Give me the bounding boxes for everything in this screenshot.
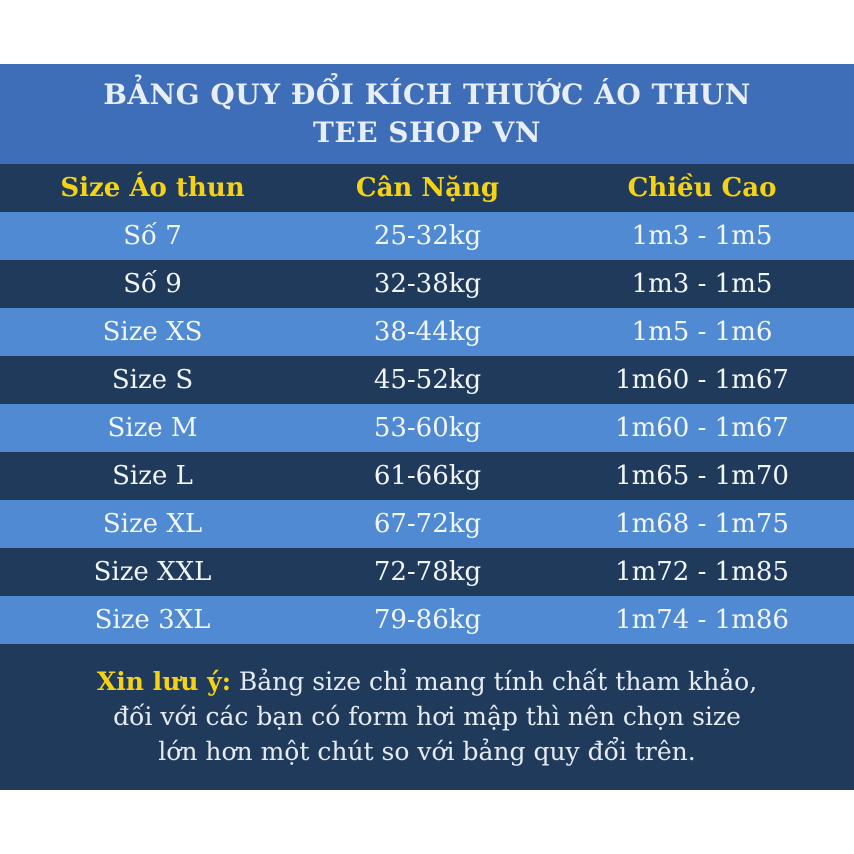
size-cell: Size XS (102, 317, 203, 347)
header-size: Size Áo thun (60, 173, 245, 203)
height-cell: 1m65 - 1m70 (615, 461, 789, 491)
shop-name: TEE SHOP VN (313, 116, 541, 149)
note-line-2: đối với các bạn có form hơi mập thì nên chọn size (113, 702, 741, 731)
size-cell: Số 7 (123, 221, 182, 251)
table-row (0, 308, 854, 356)
height-cell: 1m5 - 1m6 (631, 317, 773, 347)
table-row (0, 404, 854, 452)
note-line-3: lớn hơn một chút so với bảng quy đổi trên. (158, 737, 696, 766)
header-height: Chiều Cao (627, 173, 777, 203)
table-row (0, 596, 854, 644)
table-row (0, 452, 854, 500)
size-cell: Size XXL (93, 557, 212, 587)
height-cell: 1m72 - 1m85 (615, 557, 789, 587)
weight-cell: 72-78kg (373, 557, 482, 587)
weight-cell: 25-32kg (373, 221, 482, 251)
height-cell: 1m74 - 1m86 (615, 605, 789, 635)
height-cell: 1m60 - 1m67 (615, 413, 789, 443)
weight-cell: 45-52kg (373, 365, 482, 395)
size-cell: Size S (111, 365, 194, 395)
weight-cell: 53-60kg (373, 413, 482, 443)
height-cell: 1m3 - 1m5 (631, 221, 773, 251)
table-row (0, 500, 854, 548)
title-block (0, 64, 854, 164)
size-cell: Size M (107, 413, 198, 443)
header-weight: Cân Nặng (355, 173, 500, 203)
table-row (0, 356, 854, 404)
note-label: Xin lưu ý: (96, 667, 231, 696)
weight-cell: 32-38kg (373, 269, 482, 299)
weight-cell: 38-44kg (373, 317, 482, 347)
weight-cell: 79-86kg (373, 605, 482, 635)
height-cell: 1m3 - 1m5 (631, 269, 773, 299)
table-header (0, 164, 854, 212)
note-text-1: Bảng size chỉ mang tính chất tham khảo, (230, 667, 758, 696)
height-cell: 1m60 - 1m67 (615, 365, 789, 395)
chart-title: BẢNG QUY ĐỔI KÍCH THƯỚC ÁO THUN (103, 78, 751, 111)
note-line-1 (0, 664, 854, 699)
weight-cell: 67-72kg (373, 509, 482, 539)
size-cell: Size XL (102, 509, 203, 539)
table-row (0, 212, 854, 260)
table-row (0, 260, 854, 308)
table-row (0, 548, 854, 596)
size-chart (0, 64, 854, 790)
size-cell: Size 3XL (94, 605, 211, 635)
weight-cell: 61-66kg (373, 461, 482, 491)
size-cell: Số 9 (123, 269, 182, 299)
note-block (0, 644, 854, 790)
size-cell: Size L (112, 461, 193, 491)
height-cell: 1m68 - 1m75 (615, 509, 789, 539)
